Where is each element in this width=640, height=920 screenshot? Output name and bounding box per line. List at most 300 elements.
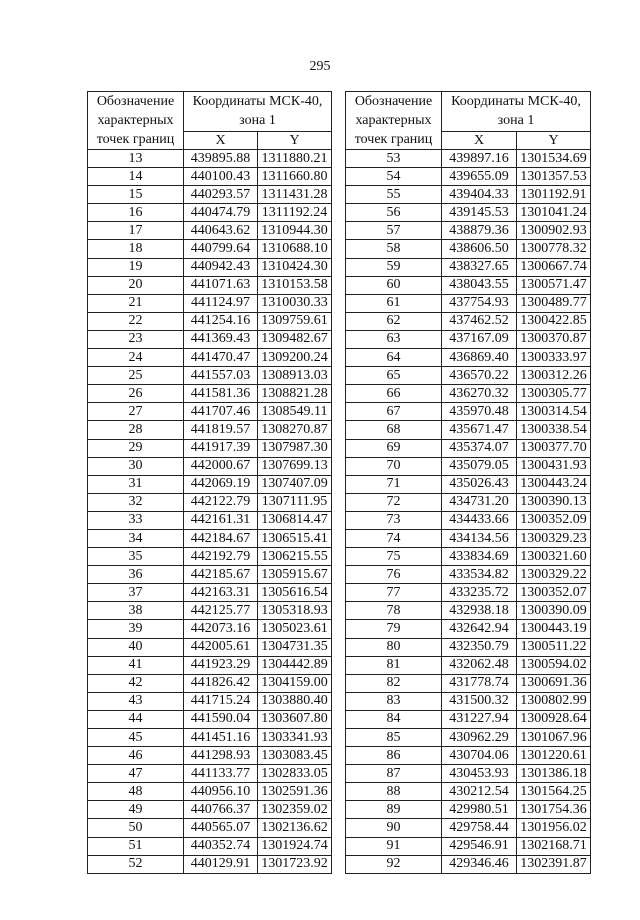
table-row (88, 765, 332, 783)
table-row (88, 168, 332, 186)
x-coordinate-cell: 434134.56 (442, 529, 517, 547)
point-number-cell: 80 (346, 638, 442, 656)
y-coordinate-cell: 1303341.93 (258, 729, 332, 747)
point-number-cell: 88 (346, 783, 442, 801)
point-number-cell: 66 (346, 385, 442, 403)
y-coordinate-cell: 1303083.45 (258, 747, 332, 765)
y-coordinate-cell: 1300333.97 (517, 349, 591, 367)
table-row (88, 529, 332, 547)
table-row (346, 204, 591, 222)
x-coordinate-cell: 439897.16 (442, 150, 517, 168)
table-row (346, 222, 591, 240)
y-coordinate-cell: 1307111.95 (258, 493, 332, 511)
y-coordinate-cell: 1306814.47 (258, 511, 332, 529)
y-coordinate-cell: 1300928.64 (517, 710, 591, 728)
table-row (346, 330, 591, 348)
x-coordinate-cell: 433235.72 (442, 584, 517, 602)
x-coordinate-cell: 442005.61 (184, 638, 258, 656)
coords-label-header (184, 92, 332, 132)
table-row (88, 819, 332, 837)
table-row (346, 674, 591, 692)
table-row (88, 439, 332, 457)
point-number-cell: 34 (88, 529, 184, 547)
table-row (346, 511, 591, 529)
point-number-cell: 51 (88, 837, 184, 855)
x-coordinate-cell: 436869.40 (442, 349, 517, 367)
table-row (346, 656, 591, 674)
point-number-cell: 92 (346, 855, 442, 873)
x-coordinate-cell: 433834.69 (442, 548, 517, 566)
y-coordinate-cell: 1300352.09 (517, 511, 591, 529)
x-column-header: X (442, 132, 517, 150)
y-coordinate-cell: 1301041.24 (517, 204, 591, 222)
point-number-cell: 42 (88, 674, 184, 692)
x-coordinate-cell: 442073.16 (184, 620, 258, 638)
x-coordinate-cell: 442125.77 (184, 602, 258, 620)
x-coordinate-cell: 433534.82 (442, 566, 517, 584)
table-row (88, 602, 332, 620)
table-row (346, 783, 591, 801)
table-row (88, 367, 332, 385)
point-label-line: характерных (97, 113, 174, 128)
x-coordinate-cell: 441071.63 (184, 276, 258, 294)
point-number-cell: 35 (88, 548, 184, 566)
point-number-cell: 52 (88, 855, 184, 873)
x-coordinate-cell: 441254.16 (184, 312, 258, 330)
table-row (88, 729, 332, 747)
x-coordinate-cell: 441923.29 (184, 656, 258, 674)
x-coordinate-cell: 436270.32 (442, 385, 517, 403)
point-number-cell: 49 (88, 801, 184, 819)
x-coordinate-cell: 440799.64 (184, 240, 258, 258)
point-number-cell: 58 (346, 240, 442, 258)
x-coordinate-cell: 442192.79 (184, 548, 258, 566)
y-coordinate-cell: 1300390.09 (517, 602, 591, 620)
table-row (88, 511, 332, 529)
x-coordinate-cell: 439895.88 (184, 150, 258, 168)
y-coordinate-cell: 1311192.24 (258, 204, 332, 222)
x-coordinate-cell: 441133.77 (184, 765, 258, 783)
x-coordinate-cell: 442163.31 (184, 584, 258, 602)
table-row (88, 837, 332, 855)
x-coordinate-cell: 431500.32 (442, 692, 517, 710)
point-number-cell: 14 (88, 168, 184, 186)
point-number-cell: 21 (88, 294, 184, 312)
point-number-cell: 77 (346, 584, 442, 602)
point-number-cell: 63 (346, 330, 442, 348)
point-number-cell: 24 (88, 349, 184, 367)
y-coordinate-cell: 1305318.93 (258, 602, 332, 620)
table-row (346, 602, 591, 620)
y-coordinate-cell: 1305915.67 (258, 566, 332, 584)
y-coordinate-cell: 1303607.80 (258, 710, 332, 728)
y-coordinate-cell: 1304442.89 (258, 656, 332, 674)
x-coordinate-cell: 441298.93 (184, 747, 258, 765)
table-row (346, 765, 591, 783)
table-row (346, 566, 591, 584)
point-label-line: Обозначение (354, 94, 433, 109)
y-coordinate-cell: 1310030.33 (258, 294, 332, 312)
point-number-cell: 45 (88, 729, 184, 747)
point-number-cell: 17 (88, 222, 184, 240)
point-number-cell: 38 (88, 602, 184, 620)
y-coordinate-cell: 1306515.41 (258, 529, 332, 547)
x-coordinate-cell: 434731.20 (442, 493, 517, 511)
coords-label-line: Координаты МСК-40, (192, 94, 323, 109)
point-number-cell: 60 (346, 276, 442, 294)
point-number-cell: 82 (346, 674, 442, 692)
y-coordinate-cell: 1305616.54 (258, 584, 332, 602)
point-number-cell: 79 (346, 620, 442, 638)
y-coordinate-cell: 1307987.30 (258, 439, 332, 457)
point-number-cell: 83 (346, 692, 442, 710)
point-number-cell: 29 (88, 439, 184, 457)
y-coordinate-cell: 1300594.02 (517, 656, 591, 674)
table-row (346, 801, 591, 819)
point-label-line: точек границ (354, 132, 433, 147)
x-coordinate-cell: 440100.43 (184, 168, 258, 186)
x-coordinate-cell: 435026.43 (442, 475, 517, 493)
point-number-cell: 28 (88, 421, 184, 439)
table-row (88, 457, 332, 475)
y-coordinate-cell: 1301564.25 (517, 783, 591, 801)
table-row (346, 186, 591, 204)
y-coordinate-cell: 1309759.61 (258, 312, 332, 330)
y-coordinate-cell: 1301220.61 (517, 747, 591, 765)
y-coordinate-cell: 1301754.36 (517, 801, 591, 819)
point-label-line: Обозначение (96, 94, 175, 109)
point-number-cell: 55 (346, 186, 442, 204)
y-coordinate-cell: 1300489.77 (517, 294, 591, 312)
table-row (346, 168, 591, 186)
point-number-cell: 78 (346, 602, 442, 620)
table-row (88, 692, 332, 710)
x-coordinate-cell: 440956.10 (184, 783, 258, 801)
y-coordinate-cell: 1302833.05 (258, 765, 332, 783)
point-number-cell: 67 (346, 403, 442, 421)
y-coordinate-cell: 1301534.69 (517, 150, 591, 168)
y-coordinate-cell: 1300352.07 (517, 584, 591, 602)
point-number-cell: 22 (88, 312, 184, 330)
y-coordinate-cell: 1307699.13 (258, 457, 332, 475)
point-number-cell: 25 (88, 367, 184, 385)
y-coordinate-cell: 1301067.96 (517, 729, 591, 747)
table-row (346, 729, 591, 747)
y-coordinate-cell: 1300329.23 (517, 529, 591, 547)
y-coordinate-cell: 1301924.74 (258, 837, 332, 855)
point-number-cell: 81 (346, 656, 442, 674)
x-coordinate-cell: 430212.54 (442, 783, 517, 801)
y-coordinate-cell: 1300431.93 (517, 457, 591, 475)
table-row (88, 312, 332, 330)
point-number-cell: 65 (346, 367, 442, 385)
table-row (346, 529, 591, 547)
y-coordinate-cell: 1300511.22 (517, 638, 591, 656)
point-number-cell: 23 (88, 330, 184, 348)
point-number-cell: 57 (346, 222, 442, 240)
point-number-cell: 85 (346, 729, 442, 747)
y-coordinate-cell: 1307407.09 (258, 475, 332, 493)
point-number-cell: 73 (346, 511, 442, 529)
table-row (88, 493, 332, 511)
table-row (88, 747, 332, 765)
x-coordinate-cell: 432938.18 (442, 602, 517, 620)
table-row (88, 258, 332, 276)
x-coordinate-cell: 430962.29 (442, 729, 517, 747)
coords-label-line: зона 1 (239, 113, 276, 128)
coords-label-line: Координаты МСК-40, (451, 94, 581, 109)
y-coordinate-cell: 1310688.10 (258, 240, 332, 258)
point-number-cell: 50 (88, 819, 184, 837)
coordinates-table-left (87, 91, 332, 874)
x-coordinate-cell: 442069.19 (184, 475, 258, 493)
point-number-cell: 13 (88, 150, 184, 168)
table-row (88, 566, 332, 584)
point-number-cell: 30 (88, 457, 184, 475)
table-row (88, 204, 332, 222)
x-coordinate-cell: 442185.67 (184, 566, 258, 584)
point-label-header (346, 92, 442, 150)
table-row (346, 294, 591, 312)
table-row (346, 385, 591, 403)
x-coordinate-cell: 441557.03 (184, 367, 258, 385)
y-coordinate-cell: 1300305.77 (517, 385, 591, 403)
table-row (346, 493, 591, 511)
table-row (88, 294, 332, 312)
x-coordinate-cell: 429546.91 (442, 837, 517, 855)
y-coordinate-cell: 1300571.47 (517, 276, 591, 294)
point-number-cell: 86 (346, 747, 442, 765)
point-number-cell: 43 (88, 692, 184, 710)
y-coordinate-cell: 1301192.91 (517, 186, 591, 204)
y-coordinate-cell: 1311880.21 (258, 150, 332, 168)
x-coordinate-cell: 441470.47 (184, 349, 258, 367)
point-label-header (88, 92, 184, 150)
coordinates-table-right (345, 91, 591, 874)
table-row (346, 403, 591, 421)
point-number-cell: 41 (88, 656, 184, 674)
table-row (88, 186, 332, 204)
point-number-cell: 47 (88, 765, 184, 783)
y-coordinate-cell: 1311660.80 (258, 168, 332, 186)
table-row (346, 150, 591, 168)
point-number-cell: 71 (346, 475, 442, 493)
point-number-cell: 87 (346, 765, 442, 783)
table-row (346, 747, 591, 765)
point-number-cell: 75 (346, 548, 442, 566)
x-coordinate-cell: 437462.52 (442, 312, 517, 330)
y-coordinate-cell: 1308549.11 (258, 403, 332, 421)
x-coordinate-cell: 441369.43 (184, 330, 258, 348)
table-row (346, 710, 591, 728)
x-coordinate-cell: 440129.91 (184, 855, 258, 873)
table-row (346, 349, 591, 367)
x-coordinate-cell: 440643.62 (184, 222, 258, 240)
y-column-header: Y (258, 132, 332, 150)
x-coordinate-cell: 441581.36 (184, 385, 258, 403)
table-row (346, 367, 591, 385)
y-coordinate-cell: 1306215.55 (258, 548, 332, 566)
table-row (346, 457, 591, 475)
point-number-cell: 53 (346, 150, 442, 168)
table-row (88, 674, 332, 692)
x-coordinate-cell: 439655.09 (442, 168, 517, 186)
table-row (346, 692, 591, 710)
point-number-cell: 40 (88, 638, 184, 656)
point-number-cell: 56 (346, 204, 442, 222)
table-row (88, 475, 332, 493)
y-coordinate-cell: 1304159.00 (258, 674, 332, 692)
x-coordinate-cell: 436570.22 (442, 367, 517, 385)
table-row (346, 819, 591, 837)
table-row (346, 475, 591, 493)
y-coordinate-cell: 1300802.99 (517, 692, 591, 710)
x-coordinate-cell: 432642.94 (442, 620, 517, 638)
table-row (346, 240, 591, 258)
x-coordinate-cell: 429758.44 (442, 819, 517, 837)
table-row (88, 855, 332, 873)
point-number-cell: 37 (88, 584, 184, 602)
table-row (88, 330, 332, 348)
x-coordinate-cell: 441917.39 (184, 439, 258, 457)
x-coordinate-cell: 434433.66 (442, 511, 517, 529)
x-column-header: X (184, 132, 258, 150)
y-coordinate-cell: 1302359.02 (258, 801, 332, 819)
y-coordinate-cell: 1301357.53 (517, 168, 591, 186)
point-number-cell: 19 (88, 258, 184, 276)
point-number-cell: 44 (88, 710, 184, 728)
y-coordinate-cell: 1303880.40 (258, 692, 332, 710)
y-coordinate-cell: 1308821.28 (258, 385, 332, 403)
x-coordinate-cell: 437754.93 (442, 294, 517, 312)
point-number-cell: 72 (346, 493, 442, 511)
x-coordinate-cell: 432350.79 (442, 638, 517, 656)
point-number-cell: 91 (346, 837, 442, 855)
x-coordinate-cell: 429980.51 (442, 801, 517, 819)
table-row (88, 150, 332, 168)
table-row (346, 312, 591, 330)
x-coordinate-cell: 430704.06 (442, 747, 517, 765)
y-coordinate-cell: 1300377.70 (517, 439, 591, 457)
y-coordinate-cell: 1304731.35 (258, 638, 332, 656)
y-coordinate-cell: 1308270.87 (258, 421, 332, 439)
table-row (88, 421, 332, 439)
table-row (88, 240, 332, 258)
table-row (88, 710, 332, 728)
point-number-cell: 69 (346, 439, 442, 457)
table-row (346, 439, 591, 457)
table-row (88, 222, 332, 240)
table-row (346, 855, 591, 873)
table-row (88, 403, 332, 421)
point-number-cell: 62 (346, 312, 442, 330)
x-coordinate-cell: 435079.05 (442, 457, 517, 475)
coords-label-header (442, 92, 591, 132)
point-number-cell: 33 (88, 511, 184, 529)
point-number-cell: 61 (346, 294, 442, 312)
point-number-cell: 16 (88, 204, 184, 222)
coords-label-line: зона 1 (497, 113, 535, 128)
point-number-cell: 90 (346, 819, 442, 837)
x-coordinate-cell: 441451.16 (184, 729, 258, 747)
x-coordinate-cell: 430453.93 (442, 765, 517, 783)
table-row (346, 276, 591, 294)
table-row (88, 620, 332, 638)
table-row (88, 584, 332, 602)
table-row (88, 385, 332, 403)
y-coordinate-cell: 1300667.74 (517, 258, 591, 276)
x-coordinate-cell: 439404.33 (442, 186, 517, 204)
y-coordinate-cell: 1300902.93 (517, 222, 591, 240)
point-number-cell: 48 (88, 783, 184, 801)
y-coordinate-cell: 1300390.13 (517, 493, 591, 511)
point-number-cell: 74 (346, 529, 442, 547)
x-coordinate-cell: 440293.57 (184, 186, 258, 204)
table-row (346, 638, 591, 656)
x-coordinate-cell: 431778.74 (442, 674, 517, 692)
table-row (346, 837, 591, 855)
x-coordinate-cell: 441124.97 (184, 294, 258, 312)
y-coordinate-cell: 1311431.28 (258, 186, 332, 204)
x-coordinate-cell: 432062.48 (442, 656, 517, 674)
y-coordinate-cell: 1301386.18 (517, 765, 591, 783)
point-number-cell: 32 (88, 493, 184, 511)
table-row (346, 584, 591, 602)
point-number-cell: 46 (88, 747, 184, 765)
table-row (346, 258, 591, 276)
y-coordinate-cell: 1302391.87 (517, 855, 591, 873)
table-row (88, 276, 332, 294)
point-number-cell: 70 (346, 457, 442, 475)
x-coordinate-cell: 441826.42 (184, 674, 258, 692)
x-coordinate-cell: 441707.46 (184, 403, 258, 421)
x-coordinate-cell: 440352.74 (184, 837, 258, 855)
page-number: 295 (309, 59, 331, 74)
x-coordinate-cell: 440942.43 (184, 258, 258, 276)
point-number-cell: 76 (346, 566, 442, 584)
y-coordinate-cell: 1302136.62 (258, 819, 332, 837)
x-coordinate-cell: 442184.67 (184, 529, 258, 547)
x-coordinate-cell: 438606.50 (442, 240, 517, 258)
y-coordinate-cell: 1300370.87 (517, 330, 591, 348)
table-row (346, 548, 591, 566)
y-coordinate-cell: 1309200.24 (258, 349, 332, 367)
x-coordinate-cell: 438327.65 (442, 258, 517, 276)
y-coordinate-cell: 1300338.54 (517, 421, 591, 439)
point-number-cell: 84 (346, 710, 442, 728)
y-column-header: Y (517, 132, 591, 150)
point-number-cell: 27 (88, 403, 184, 421)
y-coordinate-cell: 1300329.22 (517, 566, 591, 584)
x-coordinate-cell: 438879.36 (442, 222, 517, 240)
y-coordinate-cell: 1302591.36 (258, 783, 332, 801)
x-coordinate-cell: 438043.55 (442, 276, 517, 294)
y-coordinate-cell: 1300691.36 (517, 674, 591, 692)
y-coordinate-cell: 1309482.67 (258, 330, 332, 348)
x-coordinate-cell: 441819.57 (184, 421, 258, 439)
table-row (346, 421, 591, 439)
point-number-cell: 26 (88, 385, 184, 403)
table-row (88, 656, 332, 674)
point-number-cell: 36 (88, 566, 184, 584)
y-coordinate-cell: 1302168.71 (517, 837, 591, 855)
point-label-line: точек границ (96, 132, 175, 147)
y-coordinate-cell: 1300321.60 (517, 548, 591, 566)
x-coordinate-cell: 442122.79 (184, 493, 258, 511)
x-coordinate-cell: 429346.46 (442, 855, 517, 873)
y-coordinate-cell: 1310153.58 (258, 276, 332, 294)
point-number-cell: 31 (88, 475, 184, 493)
